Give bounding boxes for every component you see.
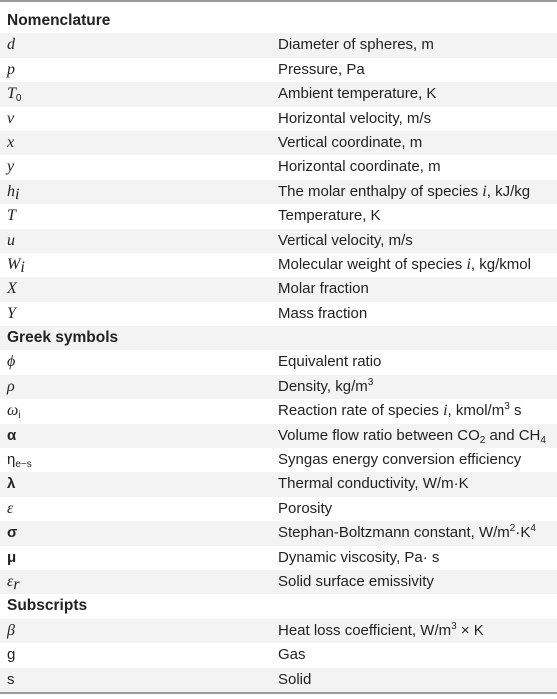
- description: Heat loss coefficient, $W/m^3 \times K$: [278, 620, 484, 639]
- description: Dynamic viscosity, Pa· s: [278, 548, 440, 566]
- description: Thermal conductivity, W/m·K: [278, 475, 469, 493]
- table-row: [0, 424, 557, 448]
- top-rule: [0, 0, 557, 2]
- symbol: v: [7, 109, 15, 127]
- description: Equivalent ratio: [278, 353, 382, 371]
- symbol: s: [7, 670, 15, 688]
- table-row: [0, 82, 557, 106]
- table-row: [0, 204, 557, 228]
- description: Horizontal velocity, m/s: [278, 109, 432, 127]
- symbol: d: [7, 36, 15, 54]
- description: Mass fraction: [278, 304, 368, 322]
- description: Temperature, K: [278, 207, 381, 225]
- section-label: Greek symbols: [7, 329, 119, 347]
- description: Gas: [278, 646, 306, 664]
- symbol: λ: [7, 475, 16, 493]
- section-header-nomenclature: [0, 9, 557, 33]
- table-row: [0, 570, 557, 594]
- description: The molar enthalpy of species i, kJ/kg: [278, 182, 531, 200]
- description: Molecular weight of species i, kg/kmol: [278, 255, 531, 273]
- description: Porosity: [278, 499, 333, 517]
- symbol: α: [7, 426, 17, 444]
- table-row: [0, 155, 557, 179]
- table-row: [0, 546, 557, 570]
- table-row: [0, 619, 557, 643]
- table-row: [0, 668, 557, 692]
- symbol: X: [7, 280, 17, 298]
- symbol: x: [7, 133, 15, 151]
- description: Reaction rate of species i, kmol/$m^3$ s: [278, 401, 522, 420]
- section-header-subscripts: [0, 594, 557, 618]
- description: Diameter of spheres, m: [278, 36, 434, 54]
- symbol: $h_i$: [7, 182, 20, 203]
- table-row: [0, 180, 557, 204]
- symbol: μ: [7, 548, 17, 566]
- description: Solid: [278, 670, 312, 688]
- description: Stephan-Boltzmann constant, $W/m^2\cdot K^4$: [278, 523, 536, 542]
- section-label: Nomenclature: [7, 12, 111, 29]
- symbol: $\varepsilon_r$: [7, 572, 20, 593]
- table-row: [0, 497, 557, 521]
- symbol: p: [7, 60, 15, 78]
- description: Syngas energy conversion efficiency: [278, 451, 522, 469]
- description: Vertical coordinate, m: [278, 133, 423, 151]
- symbol: ϕ: [7, 353, 16, 371]
- section-header-greek: [0, 326, 557, 350]
- symbol: $\omega_i$: [7, 402, 21, 422]
- symbol: ρ: [7, 377, 15, 395]
- symbol: $T_0$: [7, 85, 22, 105]
- symbol: β: [7, 621, 15, 639]
- table-row: [0, 58, 557, 82]
- description: Ambient temperature, K: [278, 85, 437, 103]
- table-row: [0, 131, 557, 155]
- table-row: [0, 107, 557, 131]
- symbol: $W_i$: [7, 255, 25, 276]
- table-row: [0, 302, 557, 326]
- table-row: [0, 375, 557, 399]
- description: Volume flow ratio between $CO_2$ and $CH_4$: [278, 426, 546, 446]
- description: Density, $kg/m^3$: [278, 376, 374, 395]
- table-row: [0, 472, 557, 496]
- table-row: [0, 399, 557, 423]
- symbol: $\eta_{e-s}$: [7, 451, 32, 471]
- table-row: [0, 277, 557, 301]
- description: Vertical velocity, m/s: [278, 231, 413, 249]
- table-row: [0, 253, 557, 277]
- symbol: σ: [7, 524, 18, 542]
- table-row: [0, 521, 557, 545]
- table-row: [0, 350, 557, 374]
- table-row: [0, 448, 557, 472]
- description: Pressure, Pa: [278, 60, 365, 78]
- symbol: ε: [7, 499, 14, 517]
- symbol: y: [7, 158, 15, 176]
- description: Solid surface emissivity: [278, 572, 434, 590]
- symbol: Y: [7, 304, 16, 322]
- symbol: u: [7, 231, 15, 249]
- bottom-rule: [0, 692, 557, 694]
- symbol: g: [7, 646, 16, 664]
- description: Molar fraction: [278, 280, 369, 298]
- table-row: [0, 33, 557, 57]
- description: Horizontal coordinate, m: [278, 158, 441, 176]
- table-row: [0, 643, 557, 667]
- table-row: [0, 229, 557, 253]
- table-rows: [0, 9, 557, 692]
- section-label: Subscripts: [7, 597, 88, 615]
- symbol: T: [7, 207, 16, 225]
